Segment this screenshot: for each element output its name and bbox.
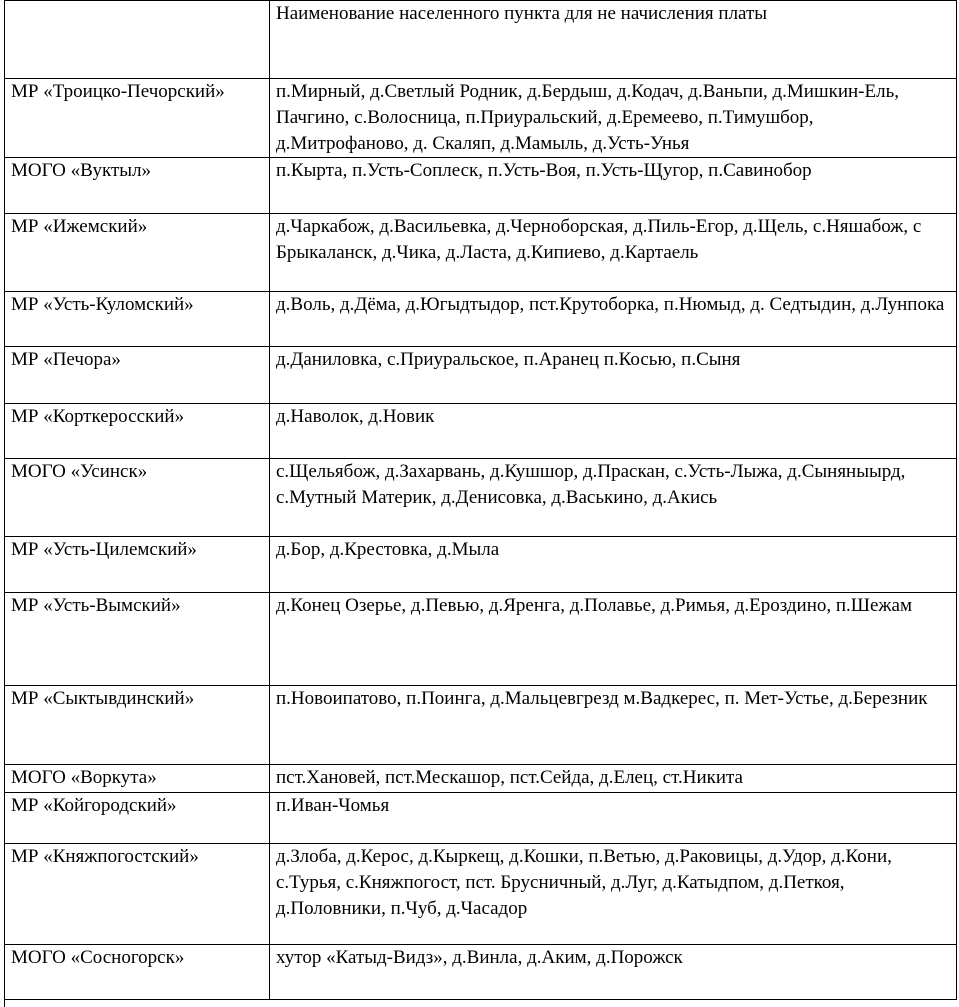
table-row (5, 459, 957, 537)
settlements-cell: д.Наволок, д.Новик (270, 404, 957, 459)
settlements-cell: пст.Хановей, пст.Мескашор, пст.Сейда, д.Елец, ст.Никита (270, 765, 957, 793)
table-row (5, 686, 957, 765)
district-cell: МР «Троицко-Печорский» (5, 79, 270, 158)
settlements-cell: д.Конец Озерье, д.Певью, д.Яренга, д.Полавье, д.Римья, д.Ероздино, п.Шежам (270, 593, 957, 686)
header-district-cell (5, 1, 270, 79)
settlements-cell: п.Иван-Чомья (270, 793, 957, 844)
header-settlements-cell: Наименование населенного пункта для не начисления платы (270, 1, 957, 79)
table-row (5, 844, 957, 945)
district-cell: МР «Сыктывдинский» (5, 686, 270, 765)
settlements-cell: с.Щельябож, д.Захарвань, д.Кушшор, д.Праскан, с.Усть-Лыжа, д.Сыняныырд, с.Мутный Материк, д.Денисовка, д.Васькино, д.Акись (270, 459, 957, 537)
table-row (5, 404, 957, 459)
settlements-cell: д.Воль, д.Дёма, д.Югыдтыдор, пст.Крутоборка, п.Нюмыд, д. Седтыдин, д.Лунпока (270, 292, 957, 347)
table-row (5, 945, 957, 1000)
table-row (5, 537, 957, 593)
table-row (5, 79, 957, 158)
settlements-cell: д.Бор, д.Крестовка, д.Мыла (270, 537, 957, 593)
district-cell: МР «Ижемский» (5, 214, 270, 292)
table-header-row (5, 1, 957, 79)
district-cell: МР «Койгородский» (5, 793, 270, 844)
settlements-table (4, 0, 957, 1000)
table-row (5, 347, 957, 404)
text-cursor (4, 998, 5, 1007)
district-cell: МОГО «Вуктыл» (5, 158, 270, 214)
district-cell: МОГО «Сосногорск» (5, 945, 270, 1000)
settlements-cell: д.Злоба, д.Керос, д.Кыркещ, д.Кошки, п.Ветью, д.Раковицы, д.Удор, д.Кони, с.Турья, с.Княжпогост, пст. Брусничный, д.Луг, д.Катыдпом, д.Петкоя, д.Половники, п.Чуб, д.Часадор (270, 844, 957, 945)
table-row (5, 793, 957, 844)
settlements-cell: п.Новоипатово, п.Поинга, д.Мальцевгрезд м.Вадкерес, п. Мет-Устье, д.Березник (270, 686, 957, 765)
district-cell: МР «Корткеросский» (5, 404, 270, 459)
district-cell: МР «Усть-Куломский» (5, 292, 270, 347)
district-cell: МОГО «Воркута» (5, 765, 270, 793)
district-cell: МОГО «Усинск» (5, 459, 270, 537)
table-row (5, 292, 957, 347)
table-row (5, 593, 957, 686)
settlements-cell: д.Чаркабож, д.Васильевка, д.Черноборская, д.Пиль-Егор, д.Щель, с.Няшабож, с Брыкаланск, д.Чика, д.Ласта, д.Кипиево, д.Картаель (270, 214, 957, 292)
district-cell: МР «Усть-Вымский» (5, 593, 270, 686)
table-row (5, 214, 957, 292)
settlements-cell: хутор «Катыд-Видз», д.Винла, д.Аким, д.Порожск (270, 945, 957, 1000)
table-row (5, 158, 957, 214)
settlements-cell: д.Даниловка, с.Приуральское, п.Аранец п.Косью, п.Сыня (270, 347, 957, 404)
table-row (5, 765, 957, 793)
settlements-cell: п.Мирный, д.Светлый Родник, д.Бердыш, д.Кодач, д.Ваньпи, д.Мишкин-Ель, Пачгино, с.Волосница, п.Приуральский, д.Еремеево, п.Тимушбор, д.Митрофаново, д. Скаляп, д.Мамыль, д.Усть-Унья (270, 79, 957, 158)
district-cell: МР «Усть-Цилемский» (5, 537, 270, 593)
settlements-cell: п.Кырта, п.Усть-Соплеск, п.Усть-Воя, п.Усть-Щугор, п.Савинобор (270, 158, 957, 214)
district-cell: МР «Печора» (5, 347, 270, 404)
district-cell: МР «Княжпогостский» (5, 844, 270, 945)
